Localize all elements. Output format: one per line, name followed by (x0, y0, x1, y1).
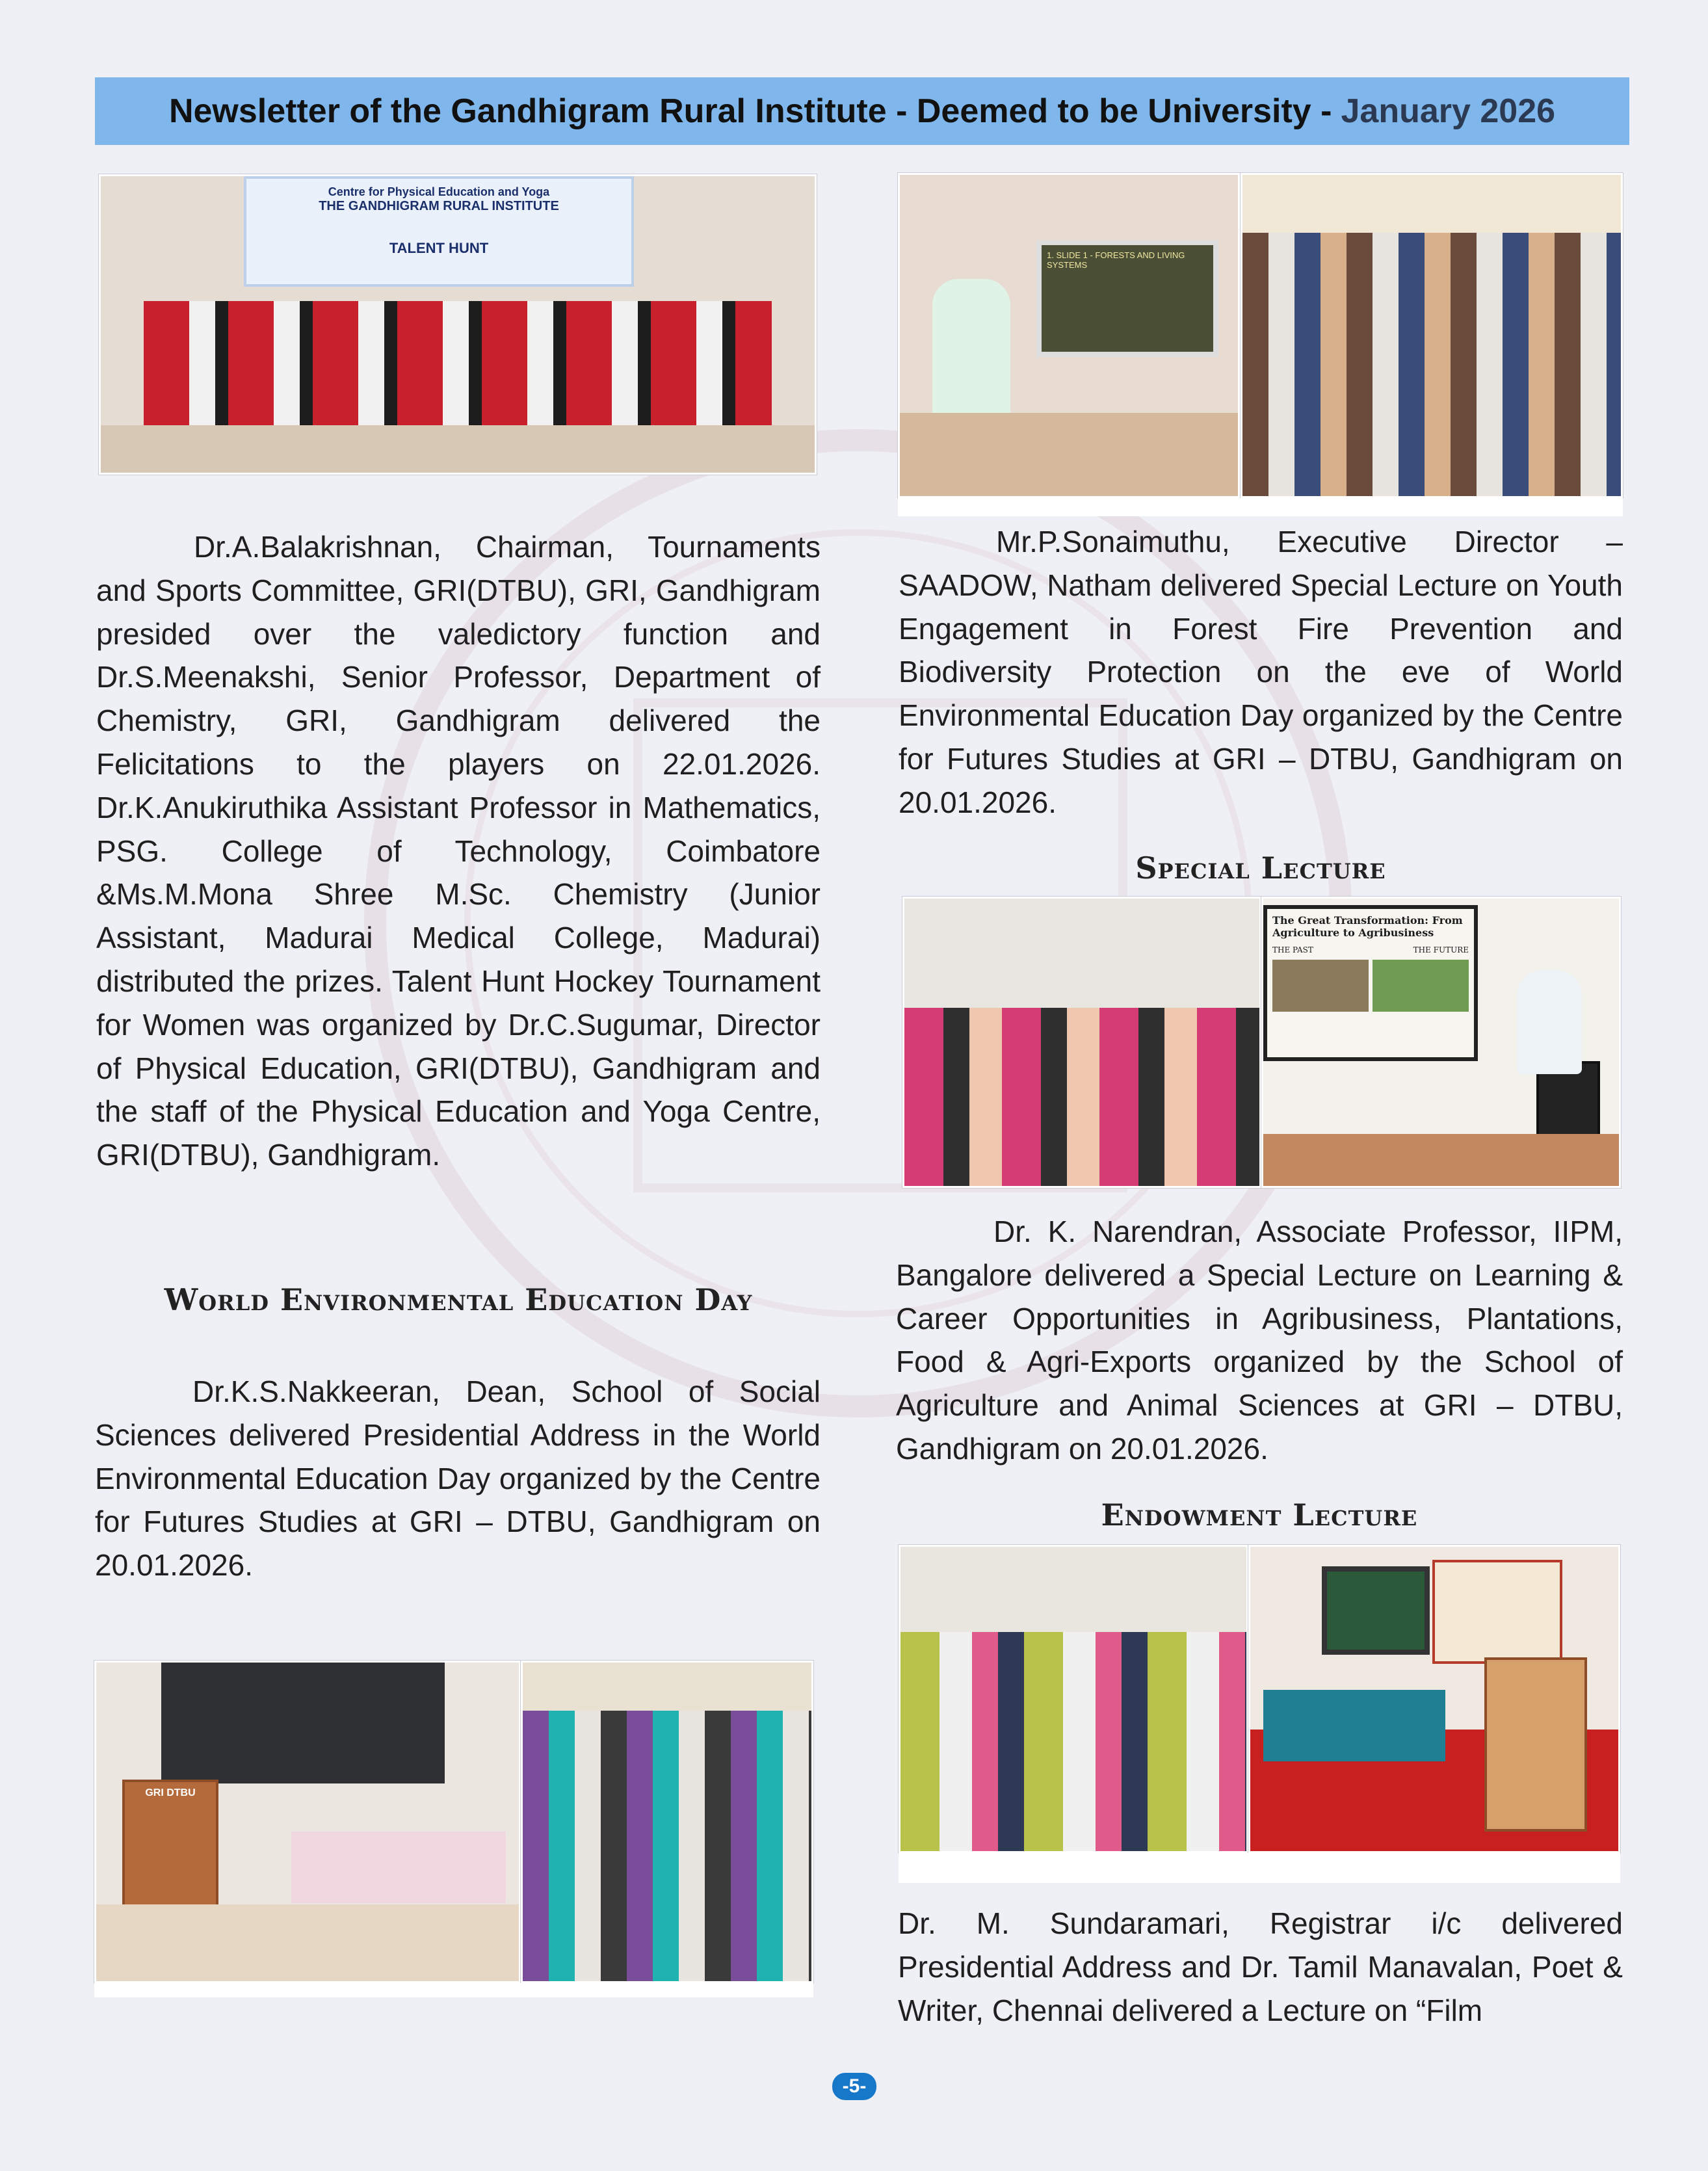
forest-slide-title: 1. SLIDE 1 - FORESTS AND LIVING SYSTEMS (1047, 250, 1185, 270)
endowment-audience-photo (899, 1545, 1248, 1853)
hockey-banner-line-2: THE GANDHIGRAM RURAL INSTITUTE (319, 199, 559, 213)
hockey-banner-line-1: Centre for Physical Education and Yoga (328, 185, 550, 198)
special-lecture-heading: Special Lecture (1135, 850, 1386, 886)
endowment-lecture-heading: Endowment Lecture (1101, 1497, 1418, 1533)
header-title: Newsletter of the Gandhigram Rural Institute - Deemed to be University - (168, 92, 1332, 130)
agri-slide-past: THE PAST (1272, 945, 1313, 954)
agri-students (904, 1008, 1259, 1186)
wee-floor (96, 1904, 519, 1981)
forest-floor (900, 413, 1238, 496)
agri-slide (1263, 905, 1478, 1061)
endowment-paragraph: Dr. M. Sundaramari, Registrar i/c delivered Presidential Address and Dr. Tamil Manavalan, Poet & Writer, Chennai delivered a Lecture on “Film (898, 1906, 1623, 2027)
wee-audience-photo (521, 1661, 813, 1983)
agri-slide-title: The Great Transformation: From Agriculture to Agribusiness (1272, 914, 1463, 939)
hockey-banner-line-3: TALENT HUNT (389, 240, 489, 256)
wee-photo-strip (94, 1983, 813, 1997)
wee-stage-photo (94, 1661, 521, 1983)
agri-slide-future: THE FUTURE (1413, 945, 1469, 954)
newsletter-header (95, 77, 1629, 145)
agri-speaker (1517, 970, 1582, 1074)
agri-slide-past-image (1272, 960, 1369, 1012)
agri-floor (1263, 1134, 1619, 1186)
endowment-stage-photo (1248, 1545, 1620, 1853)
special-lecture-paragraph: Dr. K. Narendran, Associate Professor, IIPM, Bangalore delivered a Special Lecture on Learning & Career Opportunities in Agribusiness, Plantations, Food & Agri-Exports organized by the School of Agriculture and Animal Sciences at GRI – DTBU, Gandhigram on 20.01.2026. (896, 1215, 1623, 1466)
endowment-photo-strip (899, 1853, 1620, 1883)
wee-audience (523, 1711, 811, 1982)
endowment-dais-table (1263, 1690, 1445, 1761)
forest-lecture-audience-photo (1241, 173, 1623, 498)
endowment-screen (1322, 1566, 1430, 1655)
endowment-banner (1432, 1560, 1562, 1664)
page-number: -5- (832, 2073, 876, 2100)
forest-paragraph: Mr.P.Sonaimuthu, Executive Director – SAADOW, Natham delivered Special Lecture on Youth Engagement in Forest Fire Prevention and Biodiversity Protection on the eve of World Environmental Education Day organized by the Centre for Futures Studies at GRI – DTBU, Gandhigram on 20.01.2026. (899, 525, 1623, 819)
hockey-banner (244, 176, 634, 287)
agri-audience-photo (902, 897, 1261, 1188)
wee-dais-table (291, 1832, 506, 1903)
wee-podium-label: GRI DTBU (145, 1787, 196, 1798)
wee-heading: World Environmental Education Day (164, 1282, 753, 1317)
endowment-podium (1484, 1657, 1587, 1832)
endowment-audience (900, 1632, 1246, 1851)
forest-projector-screen (1036, 240, 1218, 357)
forest-lecture-speaker-photo (898, 173, 1240, 498)
header-month: January 2026 (1341, 92, 1556, 130)
forest-photo-strip (898, 498, 1623, 516)
wee-paragraph: Dr.K.S.Nakkeeran, Dean, School of Social Sciences delivered Presidential Address in the World Environmental Education Day organized by the Centre for Futures Studies at GRI – DTBU, Gandhigram on 20.01.2026. (95, 1375, 821, 1583)
hockey-paragraph: Dr.A.Balakrishnan, Chairman, Tournaments and Sports Committee, GRI(DTBU), GRI, Gandhigram presided over the valedictory function and Dr.S.Meenakshi, Senior Professor, Department of Chemistry, GRI, Gandhigram delivered the Felicitations to the players on 22.01.2026. Dr.K.Anukiruthika Assistant Professor in Mathematics, PSG. College of Technology, Coimbatore &Ms.M.Mona Shree M.Sc. Chemistry (Junior Assistant, Madurai Medical College, Madurai) distributed the prizes. Talent Hunt Hockey Tournament for Women was organized by Dr.C.Sugumar, Director of Physical Education, GRI(DTBU), Gandhigram and the staff of the Physical Education and Yoga Centre, GRI(DTBU), Gandhigram. (96, 530, 821, 1172)
hockey-floor (101, 425, 815, 473)
forest-audience (1242, 233, 1621, 496)
agri-slide-future-image (1373, 960, 1469, 1012)
hockey-team-photo (99, 174, 817, 475)
agri-speaker-photo (1261, 897, 1621, 1188)
wee-screen (161, 1663, 445, 1783)
